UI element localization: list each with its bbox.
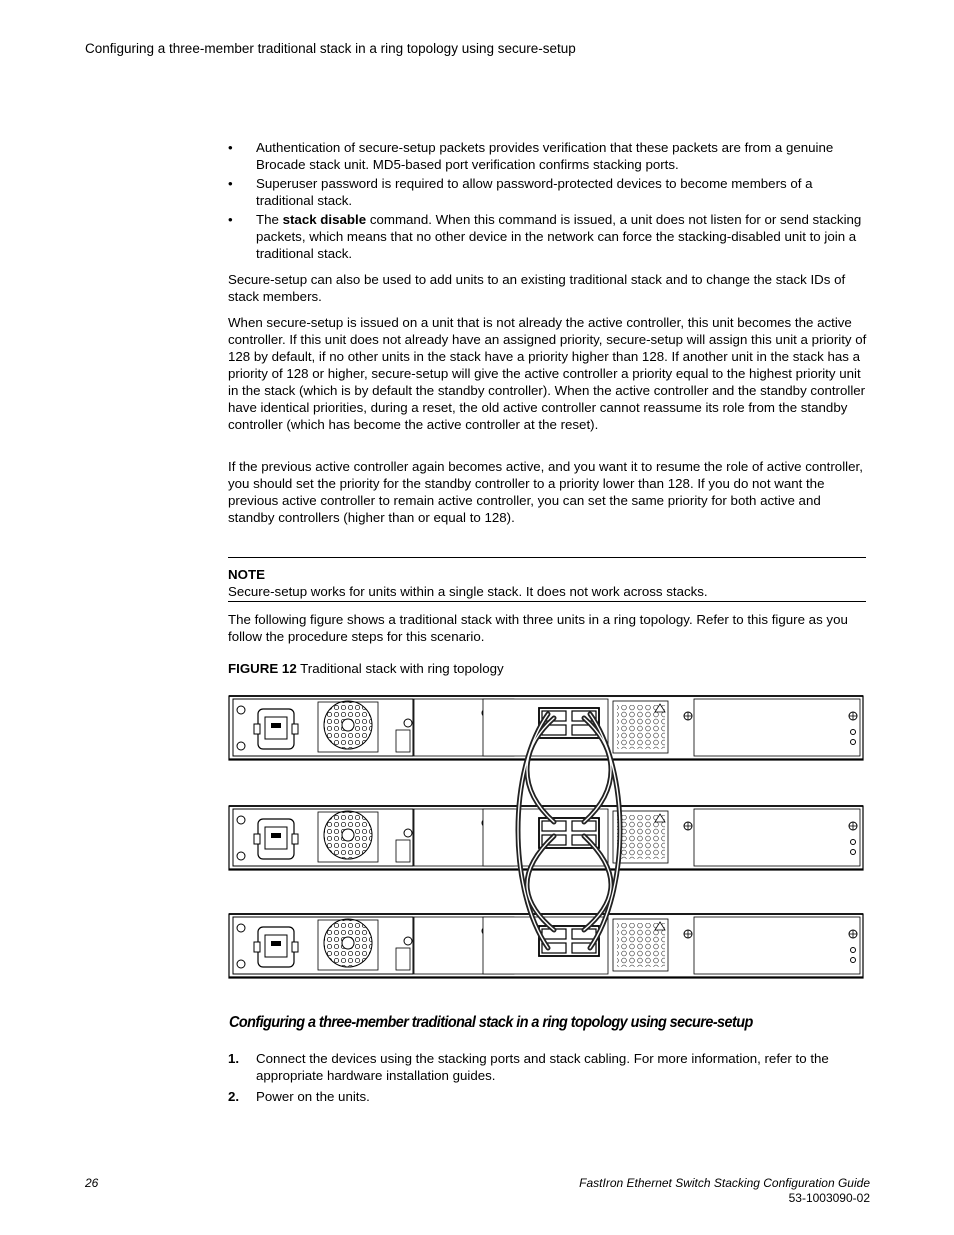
step-text: Power on the units.: [256, 1089, 370, 1104]
bullet-list-container: [228, 139, 868, 264]
footer-doc-number: 53-1003090-02: [788, 1191, 870, 1205]
footer-guide-title: FastIron Ethernet Switch Stacking Configuration Guide: [579, 1176, 870, 1190]
step-number: 2.: [228, 1089, 240, 1104]
section-heading: Configuring a three-member traditional stack in a ring topology using secure-setup: [229, 1014, 753, 1031]
bullet-text: Superuser password is required to allow password-protected devices to become members of a traditional stack.: [256, 176, 813, 208]
bullet-symbol: •: [228, 140, 233, 155]
bullet-item: [228, 211, 868, 262]
note-text: Secure-setup works for units within a single stack. It does not work across stacks.: [228, 584, 708, 599]
procedure-steps: [228, 1050, 868, 1105]
paragraph: When secure-setup is issued on a unit that is not already the active controller, this unit becomes the active controller. If this unit does not already have an assigned priority, secure-setup will assign this unit a priority of 128 by default, if no other units in the stack have a priority higher than 128. If another unit in the stack has a priority of 128 or higher, secure-setup will give the active controller a priority equal to the highest priority unit in the stack (which is by default the standby controller). When the active controller and the standby controller have identical priorities, during a reset, the old active controller cannot reassume its role from the standby controller (which has become the active controller at the reset).: [228, 315, 867, 432]
step-item: [228, 1050, 868, 1084]
note-top-rule: [228, 557, 866, 558]
bullet-list: [228, 139, 868, 262]
bullet-text-prefix: The: [256, 212, 283, 227]
step-item: [228, 1088, 868, 1105]
bullet-symbol: •: [228, 212, 233, 227]
running-header: Configuring a three-member traditional stack in a ring topology using secure-setup: [85, 41, 576, 56]
note-title: NOTE: [228, 567, 265, 582]
figure-caption-text: Traditional stack with ring topology: [296, 661, 504, 676]
paragraph: Secure-setup can also be used to add units to an existing traditional stack and to change the stack IDs of stack members.: [228, 272, 846, 304]
bullet-symbol: •: [228, 176, 233, 191]
page-number: 26: [85, 1176, 99, 1190]
command-name: stack disable: [282, 212, 367, 227]
paragraph: If the previous active controller again becomes active, and you want it to resume the role of active controller, you should set the priority for the standby controller to a priority lower than 128. If you do not want the previous active controller to remain active controller, you can set the same priority for both active and standby controllers (higher than or equal to 128).: [228, 459, 863, 525]
stack-ring-figure: [228, 690, 866, 982]
bullet-text-suffix: command. When this command is issued, a unit does not listen for or send stacking packets, which means that no other device in the network can force the stacking-disabled unit to join a traditional stack.: [256, 212, 862, 261]
figure-label: FIGURE 12: [228, 661, 297, 676]
note-bottom-rule: [228, 601, 866, 602]
figure-caption: [228, 660, 868, 677]
bullet-item: [228, 175, 868, 209]
step-number: 1.: [228, 1051, 240, 1066]
step-text: Connect the devices using the stacking ports and stack cabling. For more information, refer to the appropriate hardware installation guides.: [256, 1051, 829, 1083]
bullet-text: Authentication of secure-setup packets provides verification that these packets are from a genuine Brocade stack unit. MD5-based port verification confirms stacking ports.: [256, 140, 834, 172]
steps-container: [228, 1050, 868, 1109]
figure-intro: The following figure shows a traditional stack with three units in a ring topology. Refer to this figure as you follow the procedure steps for this scenario.: [228, 612, 848, 644]
bullet-item: [228, 139, 868, 173]
